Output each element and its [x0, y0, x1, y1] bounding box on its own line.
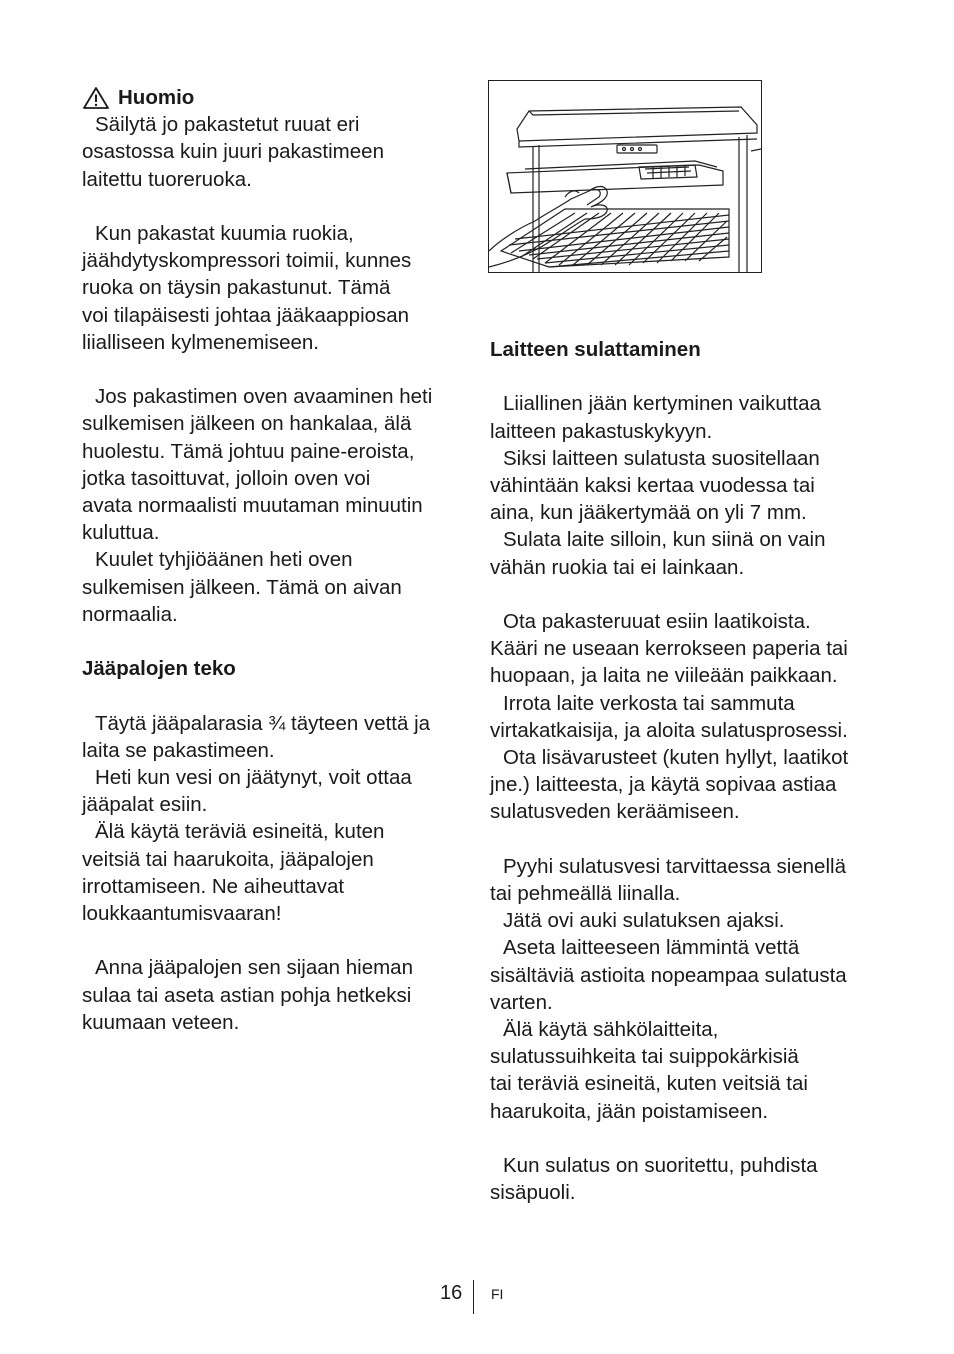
text-line: tai pehmeällä liinalla. [490, 882, 681, 906]
blank-line [490, 826, 882, 853]
section-heading: Laitteen sulattaminen [490, 338, 701, 361]
blank-line [82, 628, 467, 655]
text-line: Kääri ne useaan kerrokseen paperia tai [490, 637, 848, 661]
text-line: Liiallinen jään kertyminen vaikuttaa [503, 392, 821, 416]
warning-title: Huomio [118, 86, 195, 109]
text-line: voi tilapäisesti johtaa jääkaappiosan [82, 303, 410, 327]
warning-heading [82, 84, 467, 111]
text-line: Pyyhi sulatusvesi tarvittaessa sienellä [503, 854, 846, 878]
text-line: sulaa tai aseta astian pohja hetkeksi [82, 983, 412, 1007]
right-text-block [490, 336, 882, 1206]
text-line: Älä käytä teräviä esineitä, kuten [95, 820, 385, 844]
blank-line [490, 363, 882, 390]
text-line: Ota pakasteruuat esiin laatikoista. [503, 610, 811, 633]
text-line: Heti kun vesi on jäätynyt, voit ottaa [95, 766, 412, 790]
blank-line [82, 193, 467, 220]
text-line: varten. [490, 990, 553, 1014]
text-line: Ota lisävarusteet (kuten hyllyt, laatikot [503, 746, 849, 770]
text-line: huopaan, ja laita ne viileään paikkaan. [490, 664, 838, 688]
right-column [490, 336, 882, 1206]
text-line: ruoka on täysin pakastunut. Tämä [82, 276, 391, 300]
text-line: kuluttua. [82, 521, 160, 545]
text-line: Säilytä jo pakastetut ruuat eri [95, 113, 360, 137]
text-line: laitteen pakastuskykyyn. [490, 419, 713, 443]
text-line: sulatusveden keräämiseen. [490, 800, 740, 824]
blank-line [490, 1125, 882, 1152]
text-line: sulkemisen jälkeen on hankalaa, älä [82, 412, 412, 436]
text-line: irrottamiseen. Ne aiheuttavat [82, 874, 345, 898]
text-line: sulatussuihkeita tai suippokärkisiä [490, 1045, 799, 1069]
text-line: sisältäviä astioita nopeampaa sulatusta [490, 963, 847, 987]
page-footer [0, 1280, 954, 1316]
blank-line [82, 356, 467, 383]
left-column [82, 84, 467, 1036]
text-line: Sulata laite silloin, kun siinä on vain [503, 528, 826, 552]
freezer-drawer-drawing [489, 81, 761, 272]
page-number: 16 [440, 1282, 463, 1304]
text-line: liialliseen kylmenemiseen. [82, 330, 319, 354]
text-line: avata normaalisti muutaman minuutin [82, 494, 423, 518]
text-line: veitsiä tai haarukoita, jääpalojen [82, 847, 374, 871]
blank-line [82, 927, 467, 954]
text-line: Irrota laite verkosta tai sammuta [503, 691, 795, 715]
blank-line [490, 581, 882, 608]
text-line: jääpalat esiin. [82, 793, 208, 817]
text-line: sulkemisen jälkeen. Tämä on aivan [82, 575, 402, 599]
text-line: haarukoita, jään poistamiseen. [490, 1099, 769, 1123]
text-line: osastossa kuin juuri pakastimeen [82, 140, 384, 164]
text-line: jne.) laitteesta, ja käytä sopivaa astiaa [490, 773, 837, 797]
text-line: tai teräviä esineitä, kuten veitsiä tai [490, 1072, 808, 1096]
text-line: normaalia. [82, 602, 178, 626]
text-line: Anna jääpalojen sen sijaan hieman [95, 956, 413, 980]
text-line: loukkaantumisvaaran! [82, 902, 282, 926]
freezer-drawer-illustration [488, 80, 762, 273]
text-line: laita se pakastimeen. [82, 738, 275, 762]
language-code: FI [491, 1286, 504, 1302]
text-line: vähän ruokia tai ei lainkaan. [490, 555, 745, 579]
text-line: Älä käytä sähkölaitteita, [503, 1018, 719, 1042]
text-line: Siksi laitteen sulatusta suositellaan [503, 446, 820, 470]
left-text-block [82, 111, 467, 1036]
text-line: vähintään kaksi kertaa vuodessa tai [490, 474, 815, 497]
text-line: Kun sulatus on suoritettu, puhdista [503, 1154, 818, 1178]
text-line: Jos pakastimen oven avaaminen heti [95, 385, 433, 409]
text-line: aina, kun jääkertymää on yli 7 mm. [490, 501, 807, 525]
text-line: kuumaan veteen. [82, 1010, 240, 1034]
text-line: Kuulet tyhjiöäänen heti oven [95, 548, 353, 572]
section-heading: Jääpalojen teko [82, 657, 236, 681]
footer-divider [473, 1280, 474, 1314]
text-line: Aseta laitteeseen lämmintä vettä [503, 936, 800, 960]
text-line: jäähdytyskompressori toimii, kunnes [82, 249, 412, 273]
text-line: laitettu tuoreruoka. [82, 167, 252, 191]
text-line: Täytä jääpalarasia ¾ täyteen vettä ja [95, 711, 431, 735]
text-line: jotka tasoittuvat, jolloin oven voi [82, 466, 371, 490]
text-line: virtakatkaisija, ja aloita sulatusprosessi. [490, 718, 848, 742]
blank-line [82, 682, 467, 709]
text-line: Kun pakastat kuumia ruokia, [95, 222, 354, 245]
text-line: Jätä ovi auki sulatuksen ajaksi. [503, 909, 785, 933]
text-line: huolestu. Tämä johtuu paine-eroista, [82, 439, 415, 463]
text-line: sisäpuoli. [490, 1181, 576, 1205]
warning-triangle-icon [82, 86, 110, 110]
